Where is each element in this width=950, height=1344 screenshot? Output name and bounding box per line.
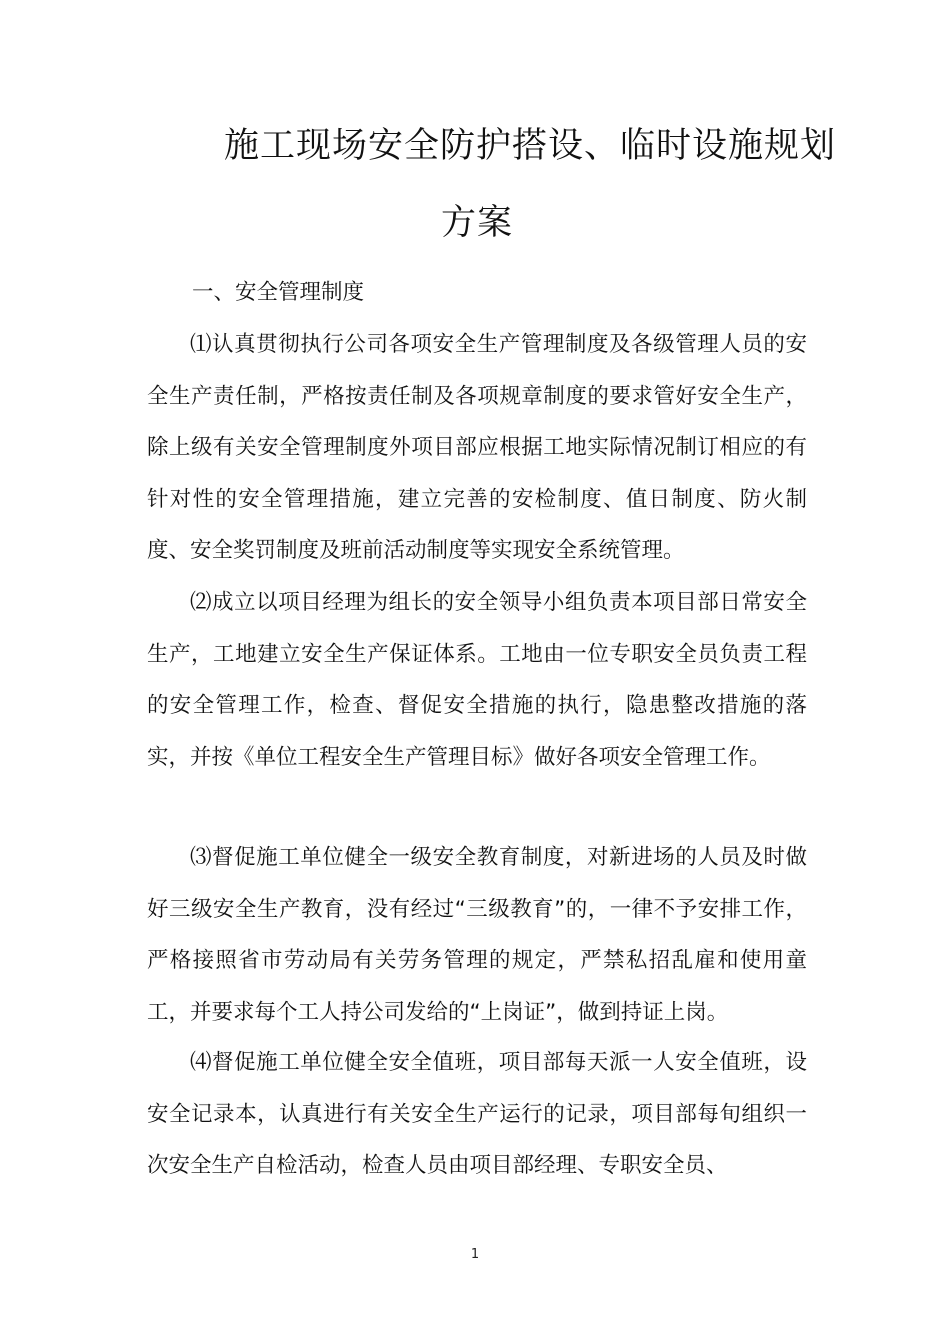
section-heading: 一、安全管理制度 [192,280,365,305]
paragraph-2-text: ⑵成立以项目经理为组长的安全领导小组负责本项目部日常安全生产，工地建立安全生产保证体系。工地由一位专职安全员负责工程的安全管理工作，检查、督促安全措施的执行，隐患整改措施的落实，并按《单位工程安全生产管理目标》做好各项安全管理工作。 [147,590,807,770]
paragraph-3-text: ⑶督促施工单位健全一级安全教育制度，对新进场的人员及时做好三级安全生产教育，没有经过“三级教育”的，一律不予安排工作，严格接照省市劳动局有关劳务管理的规定，严禁私招乱雇和使用童工，并要求每个工人持公司发给的“上岗证”，做到持证上岗。 [147,845,807,1025]
paragraph-4-text: ⑷督促施工单位健全安全值班，项目部每天派一人安全值班，设安全记录本，认真进行有关安全生产运行的记录，项目部每旬组织一次安全生产自检活动，检查人员由项目部经理、专职安全员、 [147,1050,807,1178]
paragraph-3 [147,832,807,1038]
paragraph-1-text: ⑴认真贯彻执行公司各项安全生产管理制度及各级管理人员的安全生产责任制，严格按责任制及各项规章制度的要求管好安全生产，除上级有关安全管理制度外项目部应根据工地实际情况制订相应的有针对性的安全管理措施，建立完善的安检制度、值日制度、防火制度、安全奖罚制度及班前活动制度等实现安全系统管理。 [147,332,807,563]
page-number: 1 [470,1247,480,1262]
document-title-line-1: 施工现场安全防护搭设、临时设施规划 [224,126,837,166]
paragraph-2 [147,577,807,783]
paragraph-1 [147,319,807,577]
paragraph-4 [147,1037,807,1192]
document-title-line-2: 方案 [441,203,514,243]
